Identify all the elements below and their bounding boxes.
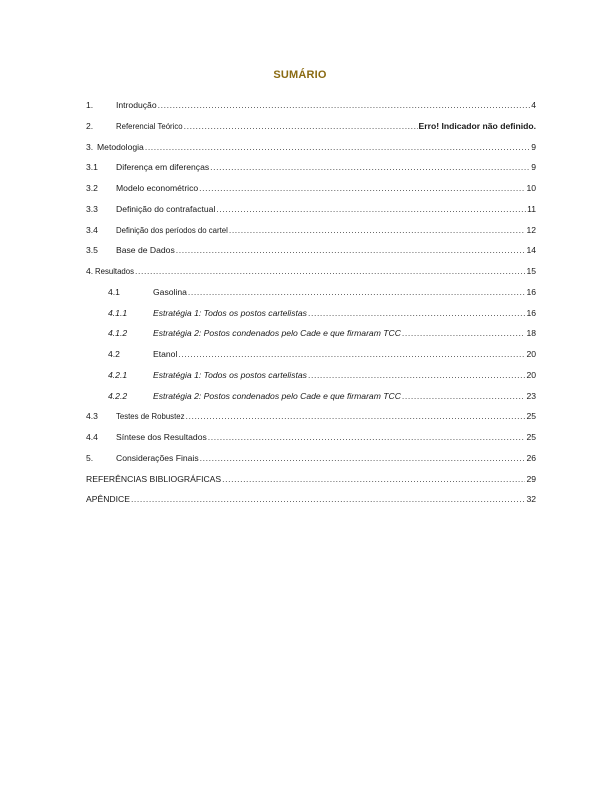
toc-leader: [229, 220, 526, 241]
toc-leader: [222, 469, 525, 490]
toc-entry-number: 4.2.2: [108, 390, 128, 401]
toc-entry[interactable]: [86, 303, 536, 324]
toc-entry[interactable]: [86, 386, 536, 407]
toc-entry-label: Gasolina: [153, 286, 187, 297]
toc-leader: [178, 344, 525, 365]
toc-entry[interactable]: [86, 344, 536, 365]
toc-entry-label: Referencial Teórico: [116, 121, 183, 131]
toc-entry-number: 4.4: [86, 432, 98, 442]
toc-leader: [135, 261, 525, 282]
toc-leader: [199, 178, 525, 199]
toc-entry-number: 3.1: [86, 162, 98, 173]
toc-entry[interactable]: [86, 199, 536, 220]
toc-entry-number: 3.3: [86, 203, 98, 214]
toc-title: SUMÁRIO: [273, 69, 327, 81]
toc-entry-number: 4.1.1: [108, 307, 128, 318]
toc-entry[interactable]: [86, 448, 536, 469]
toc-entry[interactable]: [86, 220, 536, 241]
toc-entry-label: Introdução: [116, 100, 157, 110]
toc-entry-number: 4.2.1: [108, 369, 128, 380]
toc-leader: [308, 365, 525, 386]
toc-entry-page: 18: [526, 328, 536, 339]
toc-entry-number: 4.: [86, 266, 94, 276]
toc-leader: [402, 323, 526, 344]
toc-leader: [308, 303, 525, 324]
toc-entry[interactable]: [86, 427, 536, 448]
toc-entry-label: Definição do contrafactual: [116, 203, 216, 214]
toc-entry-number: 4.1: [108, 286, 120, 297]
toc-entry[interactable]: [86, 95, 536, 116]
toc-entry-number: 2.: [86, 120, 94, 131]
toc-entry-page: 4: [531, 100, 536, 110]
toc-entry-number: 3.5: [86, 245, 98, 256]
toc-entry-page: 10: [526, 183, 536, 193]
toc-entry-label: Diferença em diferenças: [116, 162, 210, 173]
toc-entry-page: 20: [526, 349, 536, 359]
toc-entry-label: Definição dos períodos do cartel: [116, 225, 228, 235]
toc-entry-page: 23: [526, 390, 536, 401]
toc-leader: [200, 448, 526, 469]
toc-leader: [210, 157, 530, 178]
toc-leader: [185, 406, 525, 427]
toc-entry-number: 1.: [86, 100, 94, 110]
toc-entry-page: 12: [526, 224, 536, 235]
toc-entry-page: 26: [526, 452, 536, 463]
toc-entry-label: Etanol: [153, 349, 178, 359]
table-of-contents: [86, 95, 536, 510]
toc-entry-page: 14: [526, 245, 536, 256]
toc-entry[interactable]: [86, 489, 536, 510]
toc-entry-page: 25: [526, 411, 536, 422]
toc-entry-label: Estratégia 2: Postos condenados pelo Cade e que firmaram TCC: [153, 328, 401, 339]
toc-entry[interactable]: [86, 282, 536, 303]
toc-leader: [188, 282, 526, 303]
toc-entry-page: 16: [526, 307, 536, 318]
toc-entry-label: Base de Dados: [116, 245, 175, 256]
toc-entry[interactable]: [86, 116, 536, 137]
toc-entry[interactable]: [86, 157, 536, 178]
toc-entry-label: Resultados: [95, 267, 135, 276]
toc-entry[interactable]: [86, 323, 536, 344]
toc-entry[interactable]: [86, 469, 536, 490]
toc-entry-page: 29: [526, 473, 536, 484]
toc-leader: [131, 489, 526, 510]
toc-entry-label: Estratégia 1: Todos os postos cartelistas: [153, 369, 307, 380]
toc-entry-number: 3.4: [86, 224, 98, 235]
toc-entry[interactable]: [86, 365, 536, 386]
toc-entry[interactable]: [86, 406, 536, 427]
toc-entry-number: 4.1.2: [108, 328, 128, 339]
toc-entry[interactable]: [86, 240, 536, 261]
toc-entry-page: 9: [531, 141, 536, 152]
toc-entry-number: 5.: [86, 452, 94, 463]
toc-entry-page: 25: [526, 432, 536, 442]
toc-entry-label: Estratégia 2: Postos condenados pelo Cade e que firmaram TCC: [153, 390, 401, 401]
toc-entry-page: 16: [526, 286, 536, 297]
toc-leader: [145, 137, 530, 158]
toc-entry[interactable]: [86, 261, 536, 282]
toc-leader: [184, 116, 418, 137]
toc-entry-label: Estratégia 1: Todos os postos cartelistas: [153, 307, 307, 318]
toc-entry-page-error: Erro! Indicador não definido.: [418, 120, 536, 131]
toc-entry-page: 32: [526, 494, 536, 505]
toc-leader: [216, 199, 526, 220]
toc-leader: [158, 95, 531, 116]
toc-entry-page: 15: [526, 266, 536, 276]
toc-entry-label: Metodologia: [97, 141, 144, 152]
toc-entry-number: 3.2: [86, 183, 98, 193]
toc-entry-number: 3.: [86, 141, 94, 152]
toc-entry-number: 4.3: [86, 411, 98, 422]
toc-entry-label: APÊNDICE: [86, 494, 130, 505]
toc-leader: [176, 240, 526, 261]
toc-entry[interactable]: [86, 178, 536, 199]
toc-entry-page: 9: [531, 162, 536, 173]
toc-leader: [402, 386, 526, 407]
toc-entry-number: 4.2: [108, 349, 120, 359]
toc-entry-label: Considerações Finais: [116, 452, 199, 463]
toc-entry-label: Síntese dos Resultados: [116, 432, 207, 442]
toc-entry-page: 11: [527, 203, 536, 214]
toc-entry-page: 20: [526, 369, 536, 380]
toc-entry[interactable]: [86, 137, 536, 158]
toc-entry-label: REFERÊNCIAS BIBLIOGRÁFICAS: [86, 473, 222, 484]
toc-entry-label: Testes de Robustez: [116, 412, 185, 422]
toc-leader: [208, 427, 526, 448]
toc-entry-label: Modelo econométrico: [116, 183, 199, 193]
